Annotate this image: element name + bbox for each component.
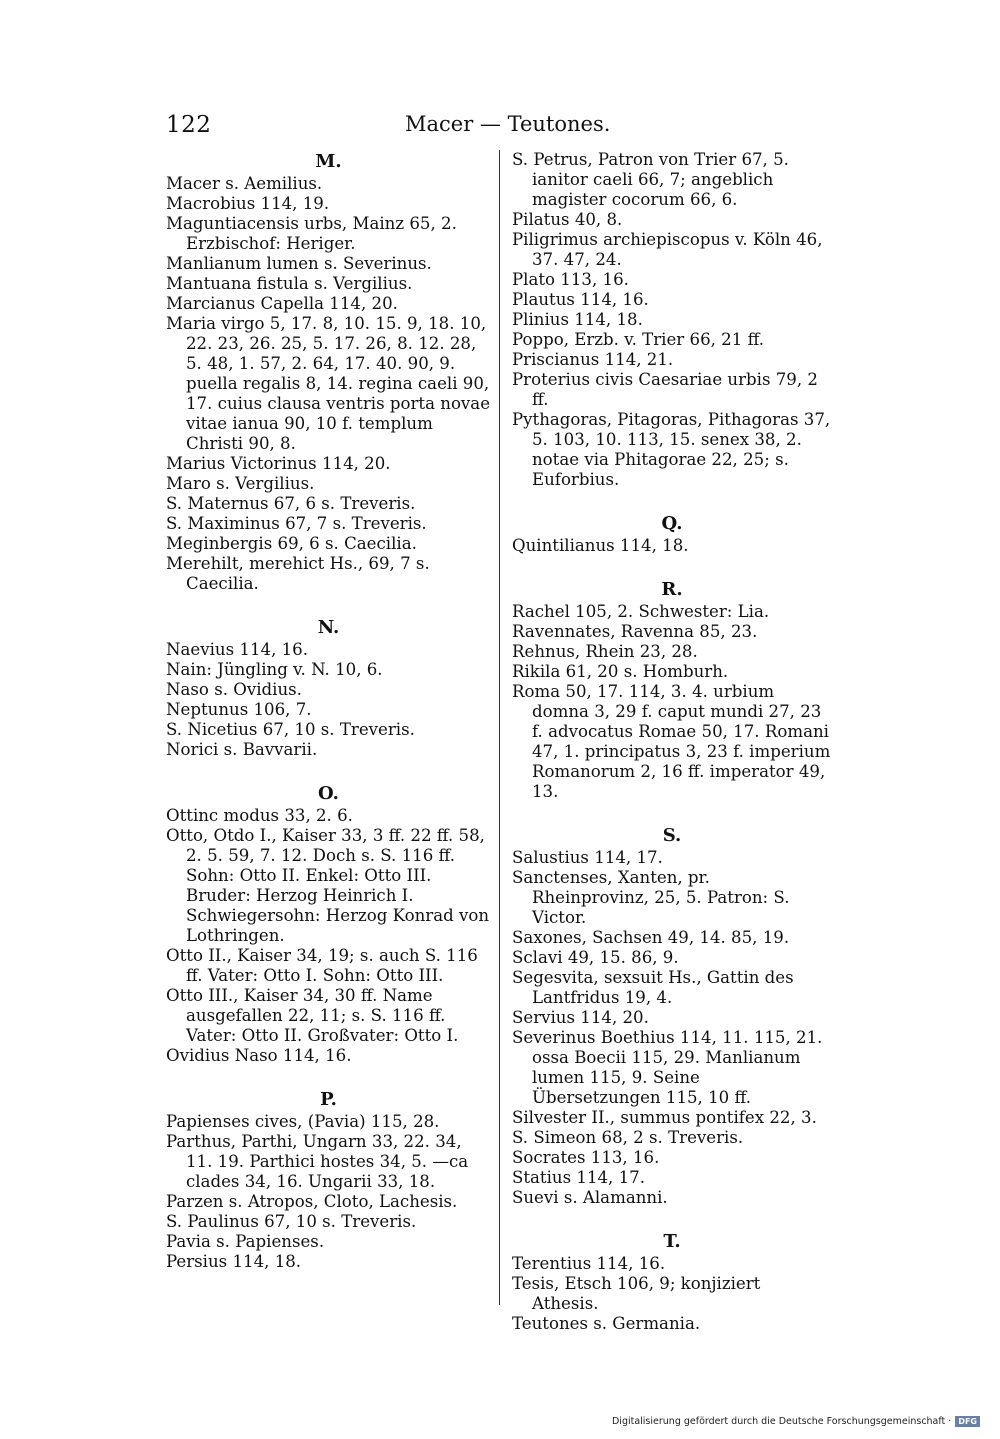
section-heading: Q. (661, 513, 683, 534)
index-entry: Merehilt, merehict Hs., 69, 7 s. Caecilia. (166, 554, 430, 593)
dfg-logo: DFG (955, 1416, 980, 1427)
section-heading: O. (318, 783, 339, 804)
index-entry: S. Paulinus 67, 10 s. Treveris. (166, 1212, 417, 1231)
index-column-left (166, 150, 491, 1272)
section-heading: P. (320, 1089, 337, 1110)
index-entry: Roma 50, 17. 114, 3. 4. urbium domna 3, 29 f. caput mundi 27, 23 f. advocatus Romae 50, 17. Romani 47, 1. principatus 3, 23 f. imperium Romanorum 2, 16 ff. imperator 49, 13. (512, 682, 831, 801)
index-entry: Priscianus 114, 21. (512, 350, 674, 369)
index-entry: Pythagoras, Pitagoras, Pithagoras 37, 5. 103, 10. 113, 15. senex 38, 2. notae via Phitagorae 22, 25; s. Euforbius. (512, 410, 831, 489)
index-entry: S. Petrus, Patron von Trier 67, 5. ianitor caeli 66, 7; angeblich magister cocorum 66, 6. (512, 150, 789, 209)
section-gap (166, 760, 491, 782)
index-entry: Salustius 114, 17. (512, 848, 663, 867)
column-divider (499, 150, 500, 1305)
index-column-right (512, 150, 832, 1334)
index-entry: Parthus, Parthi, Ungarn 33, 22. 34, 11. 19. Parthici hostes 34, 5. —ca clades 34, 16. Ungarii 33, 18. (166, 1132, 469, 1191)
index-entry: S. Nicetius 67, 10 s. Treveris. (166, 720, 415, 739)
index-entry: Ovidius Naso 114, 16. (166, 1046, 352, 1065)
index-entry: Papienses cives, (Pavia) 115, 28. (166, 1112, 440, 1131)
index-entry: Mantuana fistula s. Vergilius. (166, 274, 413, 293)
index-entry: Tesis, Etsch 106, 9; konjiziert Athesis. (512, 1274, 761, 1313)
index-entry: Servius 114, 20. (512, 1008, 649, 1027)
index-entry: Persius 114, 18. (166, 1252, 302, 1271)
index-entry: Rehnus, Rhein 23, 28. (512, 642, 698, 661)
index-entry: Otto III., Kaiser 34, 30 ff. Name ausgefallen 22, 11; s. S. 116 ff. Vater: Otto II. Großvater: Otto I. (166, 986, 459, 1045)
index-entry: Neptunus 106, 7. (166, 700, 312, 719)
index-entry: Rikila 61, 20 s. Homburh. (512, 662, 729, 681)
index-entry: Rachel 105, 2. Schwester: Lia. (512, 602, 770, 621)
index-entry: Macrobius 114, 19. (166, 194, 330, 213)
index-entry: Saxones, Sachsen 49, 14. 85, 19. (512, 928, 790, 947)
index-entry: Piligrimus archiepiscopus v. Köln 46, 37. 47, 24. (512, 230, 823, 269)
index-entry: Severinus Boethius 114, 11. 115, 21. ossa Boecii 115, 29. Manlianum lumen 115, 9. Seine Übersetzungen 115, 10 ff. (512, 1028, 823, 1107)
index-entry: S. Maternus 67, 6 s. Treveris. (166, 494, 416, 513)
section-heading: N. (317, 617, 340, 638)
index-entry: Naevius 114, 16. (166, 640, 309, 659)
footer-credit (612, 1416, 980, 1427)
index-entry: Ravennates, Ravenna 85, 23. (512, 622, 758, 641)
section-heading: T. (663, 1231, 681, 1252)
section-gap (166, 1066, 491, 1088)
section-heading: R. (661, 579, 683, 600)
index-entry: Pavia s. Papienses. (166, 1232, 325, 1251)
index-entry: Proterius civis Caesariae urbis 79, 2 ff. (512, 370, 818, 409)
running-head: Macer — Teutones. (405, 112, 611, 136)
footer-text: Digitalisierung gefördert durch die Deutsche Forschungsgemeinschaft · (611, 1416, 952, 1427)
index-entry: Plato 113, 16. (512, 270, 629, 289)
index-entry: Nain: Jüngling v. N. 10, 6. (166, 660, 383, 679)
index-entry: Poppo, Erzb. v. Trier 66, 21 ff. (512, 330, 765, 349)
index-entry: Socrates 113, 16. (512, 1148, 660, 1167)
index-entry: Maro s. Vergilius. (166, 474, 315, 493)
index-entry: Quintilianus 114, 18. (512, 536, 689, 555)
section-gap (166, 594, 491, 616)
index-entry: Marius Victorinus 114, 20. (166, 454, 391, 473)
index-entry: Sclavi 49, 15. 86, 9. (512, 948, 679, 967)
index-entry: Manlianum lumen s. Severinus. (166, 254, 432, 273)
index-entry: Statius 114, 17. (512, 1168, 645, 1187)
index-entry: Plautus 114, 16. (512, 290, 649, 309)
index-entry: Maria virgo 5, 17. 8, 10. 15. 9, 18. 10, 22. 23, 26. 25, 5. 17. 26, 8. 12. 28, 5. 48, 1. 57, 2. 64, 17. 40. 90, 9. puella regalis 8, 14. regina caeli 90, 17. cuius clausa ventris porta novae vitae ianua 90, 10 f. templum Christi 90, 8. (166, 314, 491, 453)
index-entry: Sanctenses, Xanten, pr. Rheinprovinz, 25, 5. Patron: S. Victor. (512, 868, 790, 927)
index-entry: Meginbergis 69, 6 s. Caecilia. (166, 534, 417, 553)
section-gap (512, 802, 832, 824)
section-gap (512, 556, 832, 578)
index-entry: Maguntiacensis urbs, Mainz 65, 2. Erzbischof: Heriger. (166, 214, 457, 253)
index-entry: Marcianus Capella 114, 20. (166, 294, 398, 313)
index-entry: Suevi s. Alamanni. (512, 1188, 668, 1207)
section-heading: M. (315, 151, 342, 172)
index-entry: Terentius 114, 16. (512, 1254, 666, 1273)
section-gap (512, 1208, 832, 1230)
index-entry: Plinius 114, 18. (512, 310, 643, 329)
index-entry: Parzen s. Atropos, Cloto, Lachesis. (166, 1192, 458, 1211)
index-entry: Ottinc modus 33, 2. 6. (166, 806, 353, 825)
index-entry: Silvester II., summus pontifex 22, 3. (512, 1108, 817, 1127)
index-entry: Naso s. Ovidius. (166, 680, 302, 699)
index-entry: Segesvita, sexsuit Hs., Gattin des Lantfridus 19, 4. (512, 968, 794, 1007)
section-gap (512, 490, 832, 512)
index-entry: S. Maximinus 67, 7 s. Treveris. (166, 514, 427, 533)
index-entry: Pilatus 40, 8. (512, 210, 623, 229)
index-entry: Otto, Otdo I., Kaiser 33, 3 ff. 22 ff. 58, 2. 5. 59, 7. 12. Doch s. S. 116 ff. Sohn: Otto II. Enkel: Otto III. Bruder: Herzog Heinrich I. Schwiegersohn: Herzog Konrad von Lothringen. (166, 826, 490, 945)
index-entry: Otto II., Kaiser 34, 19; s. auch S. 116 ff. Vater: Otto I. Sohn: Otto III. (166, 946, 478, 985)
index-entry: Norici s. Bavvarii. (166, 740, 318, 759)
index-entry: Teutones s. Germania. (512, 1314, 701, 1333)
page-number: 122 (166, 112, 212, 138)
index-entry: Macer s. Aemilius. (166, 174, 323, 193)
index-entry: S. Simeon 68, 2 s. Treveris. (512, 1128, 744, 1147)
section-heading: S. (662, 825, 682, 846)
